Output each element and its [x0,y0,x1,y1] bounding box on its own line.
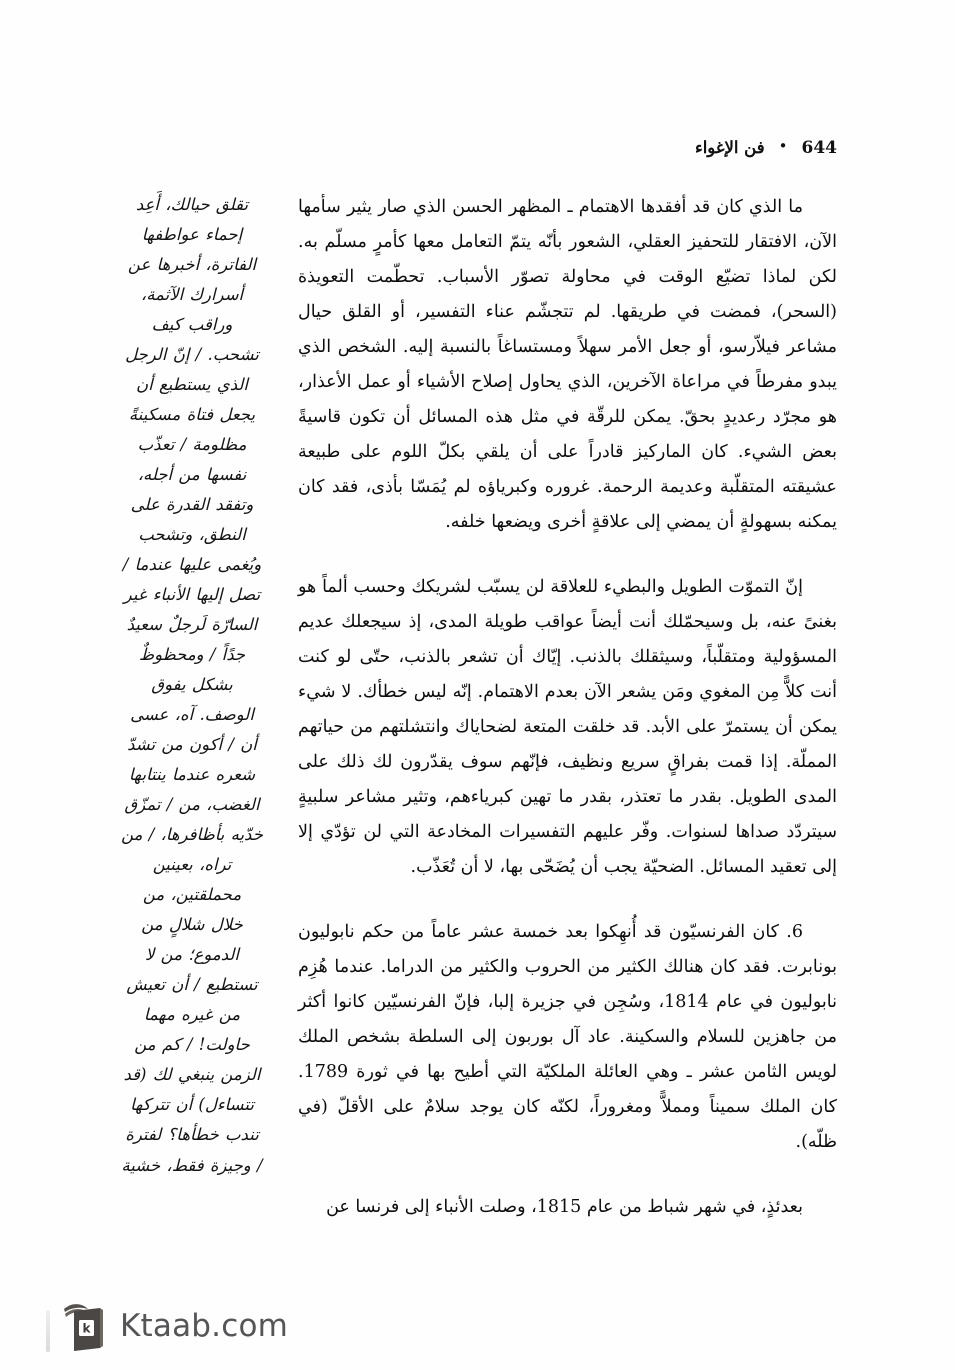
body-paragraph-4: بعدئذٍ، في شهر شباط من عام 1815، وصلت الأنباء إلى فرنسا عن [326,1197,803,1217]
margin-note-column [108,190,276,1181]
margin-note-line: تندب خطأها؟ لفترة [125,1125,259,1145]
margin-note-line: جدًاً / ومحظوظٌ [138,645,246,665]
body-paragraph-2: إنّ التموّت الطويل والبطيء للعلاقة لن يسبّب لشريكك وحسب ألماً هو بغنىً عنه، بل وسيحمّلك أنت أيضاً عواقب طويلة المدى، إذ سيجعلك عديم المسؤولية ومتقلّباً، وسيثقلك بالذنب. إيّاك أن تشعر بالذنب، حتّى لو كنت أنت كلاًّ مِن المغوي ومَن يشعر الآن بعدم الاهتمام. إنّه ليس خطأك. لا شيء يمكن أن يستمرّ على الأبد. قد خلقت المتعة لضحاياك وانتشلتهم من حياتهم المملّة. إذا قمت بفراقٍ سريع ونظيف، فإنّهم سوف يقدّرون لك ذلك على المدى الطويل. بقدر ما تعتذر، بقدر ما تهين كبرياءهم، وتثير مشاعر سلبيةٍ سيتردّد صداها لسنوات. وفّر عليهم التفسيرات المخادعة التي لن تؤدّي إلا إلى تعقيد المسائل. الضحيّة يجب أن يُضَحّى بها، لا أن تُعَذّب. [298,577,837,877]
margin-note-line: الفاترة، أخبرها عن [127,255,257,275]
svg-text:k: k [82,1321,91,1336]
margin-note-line: تقلق حيالك، أَعِد [135,195,249,214]
margin-note-line: مظلومة / تعذّب [137,435,247,455]
margin-note-line: تستطيع / أن تعيش [126,975,258,995]
margin-note-line: أسرارك الآثمة، [140,285,244,305]
margin-note-line: وتفقد القدرة على [130,495,254,515]
margin-note-line: إحماء عواطفها [141,225,243,245]
margin-note-line: الوصف. آه، عسى [130,705,254,725]
body-paragraph-1: ما الذي كان قد أفقدها الاهتمام ـ المظهر الحسن الذي صار يثير سأمها الآن، الافتقار للتحفيز العقلي، الشعور بأنّه يتمّ التعامل معها كأمرٍ مسلّم به. لكن لماذا تضيّع الوقت في محاولة تصوّر الأسباب. تحطّمت التعويذة (السحر)، فمضت في طريقها. لم تتجشّم عناء التفسير، أو القلق حيال مشاعر فيلاّرسو، أو جعل الأمر سهلاً ومستساغاً بالنسبة إليه. الشخص الذي يبدو مفرطاً في مراعاة الآخرين، الذي يحاول إصلاح الأشياء أو عمل الأعذار، هو مجرّد رعديدٍ بحقّ. يمكن للرقّة في مثل هذه المسائل أن تكون قاسيةً بعض الشيء. كان الماركيز قادراً على أن يلقي بكلّ اللوم على طبيعة عشيقته المتقلّبة وعديمة الرحمة. غروره وكبرياؤه لم يُمَسّا بأذى، فقد كان يمكنه بسهولةٍ أن يمضي إلى علاقةٍ أخرى ويضعها خلفه. [298,197,837,532]
margin-note-line: النطق، وتشحب [138,525,246,545]
margin-note-line: الغضب، من / تمزّق [124,795,260,815]
running-head-separator: • [778,137,788,155]
page-content [108,190,837,1225]
running-head-title: فن الإغواء [694,138,765,157]
margin-note-line: الزمن ينبغي لك (قد [123,1065,261,1085]
margin-note-line: بشكل يفوق [151,675,233,695]
margin-note-line: ويُغمى عليها عندما / [122,555,262,575]
margin-note-line: حاولت! / كم من [134,1035,250,1055]
margin-note-line: تتساءل) أن تتركها [130,1095,254,1115]
margin-note-line: وراقب كيف [151,315,233,335]
margin-note-line: أن / أكون من تشدّ [127,735,257,755]
margin-note-line: شعره عندما ينتابها [128,765,256,785]
margin-note-line: من غيره مهما [143,1005,241,1025]
running-head [695,138,837,158]
margin-note-line: السارّة لَرجلٌ سعيدٌ [126,615,258,635]
margin-note-line: تشحب. / إنّ الرجل [125,345,259,365]
margin-note-line: خدّيه بأظافرها، / من [121,825,263,845]
margin-note-line: تراه، بعينين [152,855,232,875]
margin-note-line: تصل إليها الأنباء غير [123,585,261,605]
ktaab-watermark[interactable] [62,1300,288,1352]
margin-note-line: الدموع؛ من لا [144,945,240,965]
margin-note-line: / وجيزة فقط، خشية [121,1155,263,1175]
body-text-column [298,190,837,1225]
book-icon [62,1300,110,1352]
margin-note-line: محملقتين، من [142,885,242,905]
page-edge-artifact [46,1310,50,1352]
margin-note-line: يجعل فتاة مسكينةً [128,405,256,425]
watermark-label: Ktaab.com [120,1307,289,1344]
margin-note-line: خلال شلالٍ من [141,915,243,935]
body-paragraph-3: 6. كان الفرنسيّون قد أُنهِكوا بعد خمسة عشر عاماً من حكم نابوليون بونابرت. فقد كان هنالك الكثير من الحروب والكثير من الدراما. عندما هُزِم نابوليون في عام 1814، وسُجِن في جزيرة إلبا، فإنّ الفرنسيّين كانوا أكثر من جاهزين للسلام والسكينة. عاد آل بوربون إلى السلطة بشخص الملك لويس الثامن عشر ـ وهي العائلة الملكيّة التي أطيح بها في ثورة 1789. كان الملك سميناً ومملاًّ ومغروراً، لكنّه كان يوجد سلامٌ على الأقلّ (في ظلّه). [298,922,837,1152]
margin-note-line: نفسها من أجله، [137,465,247,485]
margin-note-line: الذي يستطيع أن [136,375,248,395]
page-number: 644 [801,138,837,158]
